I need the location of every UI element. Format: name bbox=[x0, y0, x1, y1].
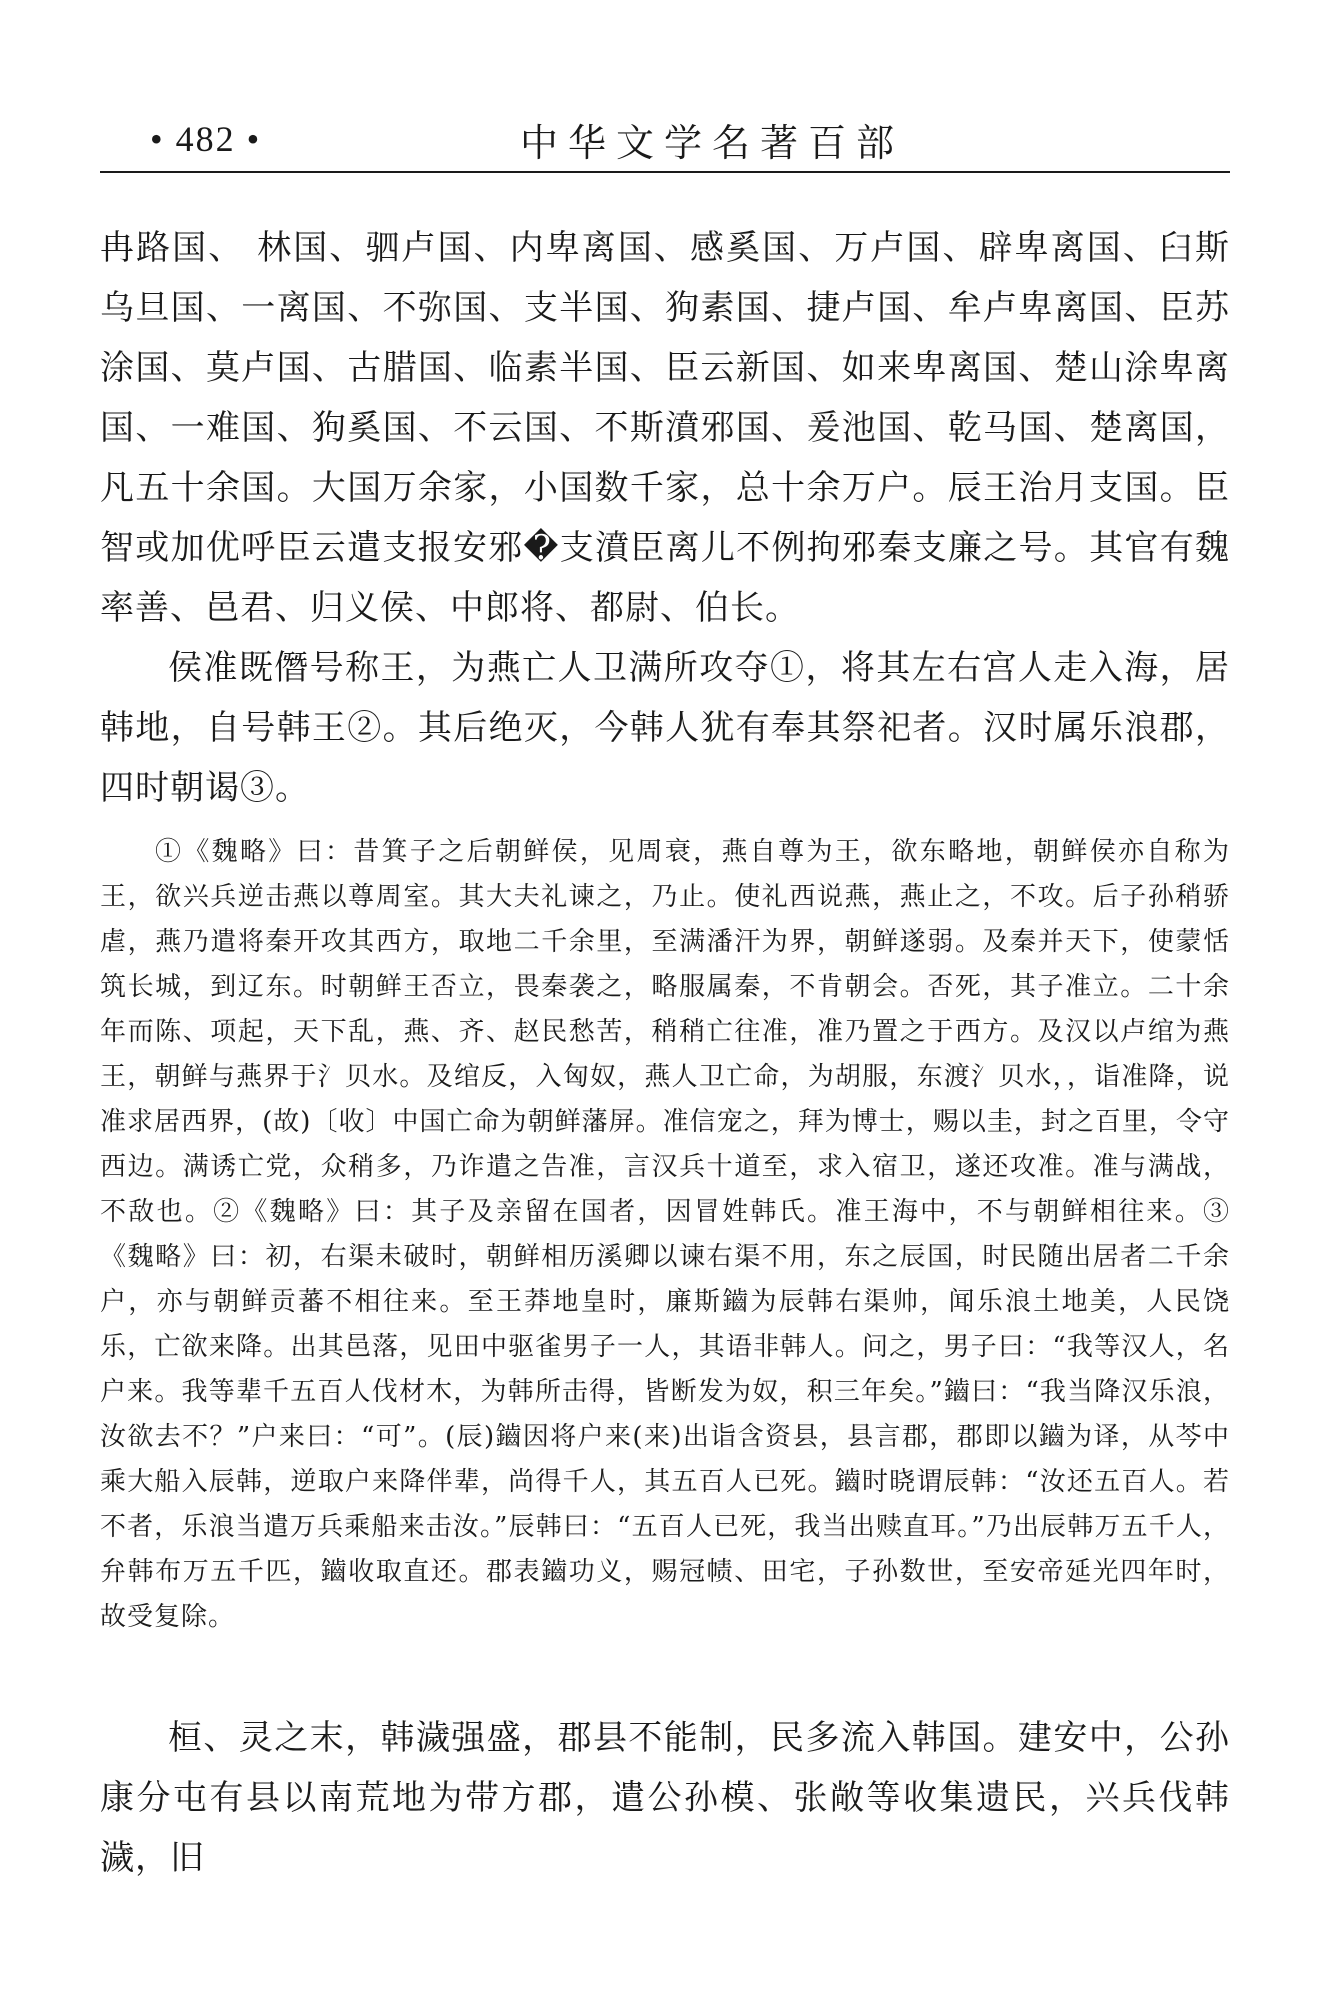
section-gap bbox=[100, 1640, 1230, 1708]
annotation-note: ①《魏略》曰：昔箕子之后朝鲜侯，见周衰，燕自尊为王，欲东略地，朝鲜侯亦自称为王，欲兴兵逆击燕以尊周室。其大夫礼谏之，乃止。使礼西说燕，燕止之，不攻。后子孙稍骄虐，燕乃遣将秦开攻其西方，取地二千余里，至满潘汗为界，朝鲜遂弱。及秦并天下，使蒙恬筑长城，到辽东。时朝鲜王否立，畏秦袭之，略服属秦，不肯朝会。否死，其子准立。二十余年而陈、项起，天下乱，燕、齐、赵民愁苦，稍稍亡往准，准乃置之于西方。及汉以卢绾为燕王，朝鲜与燕界于氵贝水。及绾反，入匈奴，燕人卫亡命，为胡服，东渡氵贝水，，诣准降，说准求居西界，(故)〔收〕中国亡命为朝鲜藩屏。准信宠之，拜为博士，赐以圭，封之百里，令守西边。满诱亡党，众稍多，乃诈遣之告准，言汉兵十道至，求入宿卫，遂还攻准。准与满战，不敌也。②《魏略》曰：其子及亲留在国者，因冒姓韩氏。准王海中，不与朝鲜相往来。③《魏略》曰：初，右渠未破时，朝鲜相历溪卿以谏右渠不用，东之辰国，时民随出居者二千余户，亦与朝鲜贡蕃不相往来。至王莽地皇时，廉斯鑡为辰韩右渠帅，闻乐浪土地美，人民饶乐，亡欲来降。出其邑落，见田中驱雀男子一人，其语非韩人。问之，男子曰：“我等汉人，名户来。我等辈千五百人伐材木，为韩所击得，皆断发为奴，积三年矣。”鑡曰：“我当降汉乐浪，汝欲去不？”户来曰：“可”。(辰)鑡因将户来(来)出诣含资县，县言郡，郡即以鑡为译，从芩中乘大船入辰韩，逆取户来降伴辈，尚得千人，其五百人已死。鑡时晓谓辰韩：“汝还五百人。若不者，乐浪当遣万兵乘船来击汝。”辰韩曰：“五百人已死，我当出赎直耳。”乃出辰韩万五千人，弁韩布万五千匹，鑡收取直还。郡表鑡功义，赐冠帻、田宅，子孙数世，至安帝延光四年时，故受复除。 bbox=[100, 837, 1230, 1632]
body-paragraph-3: 桓、灵之末，韩濊强盛，郡县不能制，民多流入韩国。建安中，公孙康分屯有县以南荒地为带方郡，遣公孙模、张敞等收集遗民，兴兵伐韩濊，旧 bbox=[100, 1718, 1230, 1878]
page-body bbox=[100, 218, 1230, 1888]
body-paragraph-2: 侯准既僭号称王，为燕亡人卫满所攻夺①，将其左右宫人走入海，居韩地，自号韩王②。其后绝灭，今韩人犹有奉其祭祀者。汉时属乐浪郡，四时朝谒③。 bbox=[100, 648, 1230, 808]
body-paragraph-1: 冉路国、 林国、驷卢国、内卑离国、感奚国、万卢国、辟卑离国、臼斯乌旦国、一离国、不弥国、支半国、狗素国、捷卢国、牟卢卑离国、臣苏涂国、莫卢国、古腊国、临素半国、臣云新国、如来卑离国、楚山涂卑离国、一难国、狗奚国、不云国、不斯濆邪国、爰池国、乾马国、楚离国，凡五十余国。大国万余家，小国数千家，总十余万户。辰王治月支国。臣智或加优呼臣云遣支报安邪�支濆臣离儿不例拘邪秦支廉之号。其官有魏率善、邑君、归义侯、中郎将、都尉、伯长。 bbox=[100, 228, 1230, 628]
running-title: 中华文学名著百部 bbox=[520, 121, 905, 165]
header-rule bbox=[100, 171, 1230, 173]
page-number: • 482 • bbox=[150, 119, 262, 159]
page-header bbox=[100, 108, 1230, 168]
